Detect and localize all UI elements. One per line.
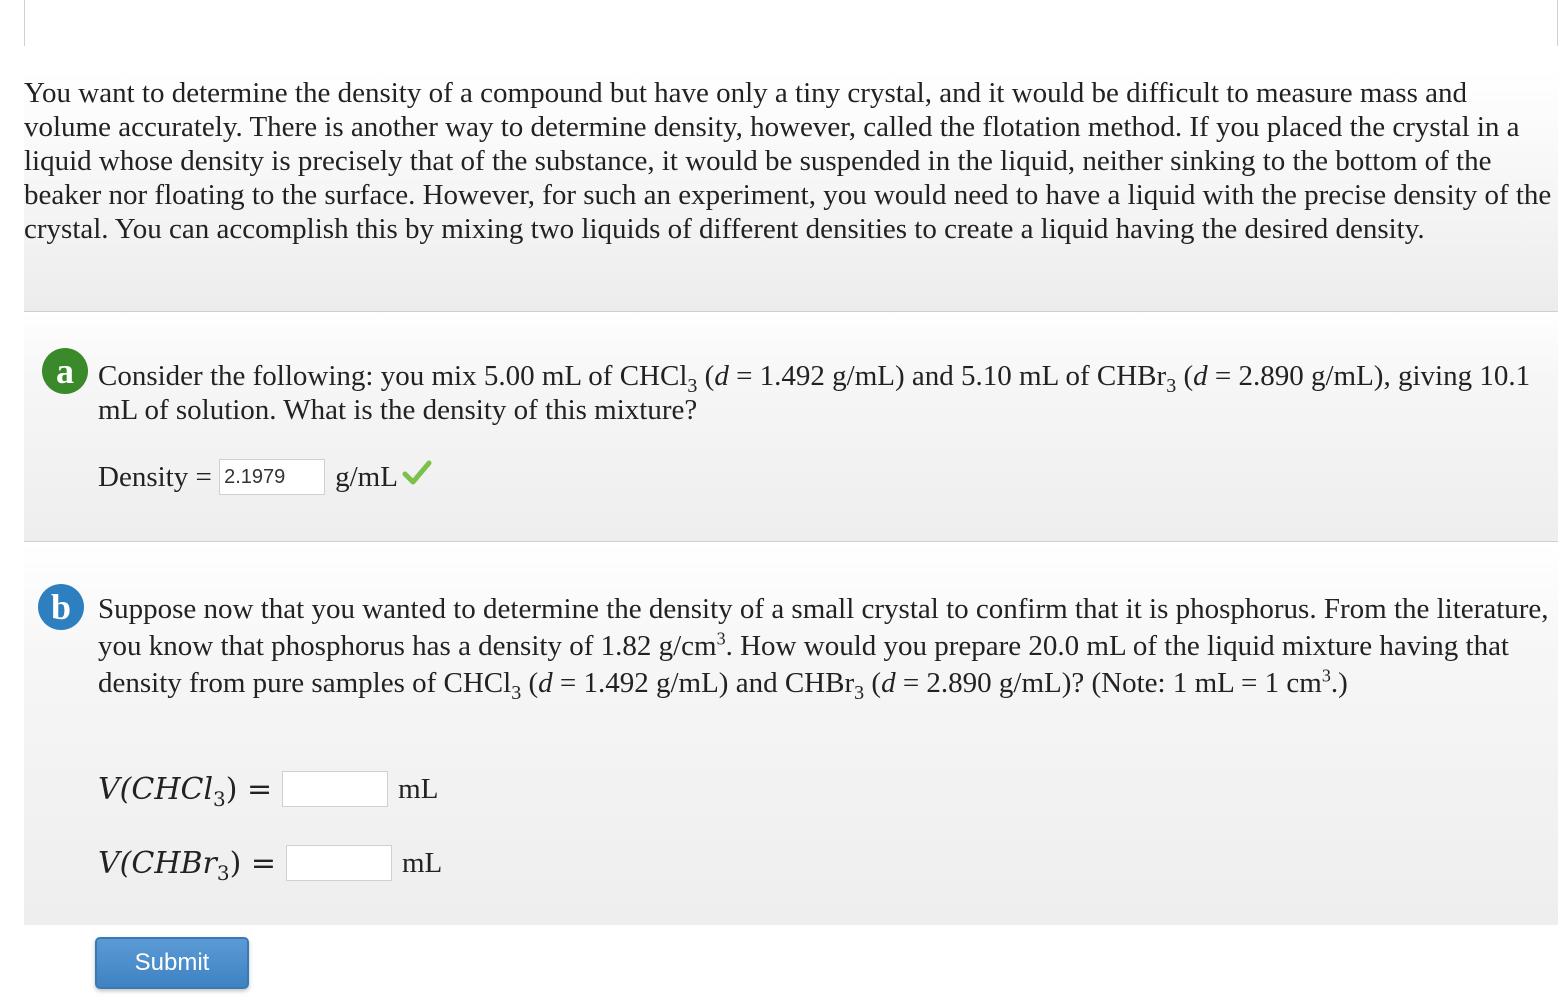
v-chcl3-prefix: V(CHCl [98,771,214,807]
q-text: = 2.890 g/mL)? (Note: 1 mL = 1 cm [895,667,1322,699]
density-answer-row [98,458,432,496]
check-icon [402,459,432,495]
subscript: 3 [1166,374,1177,397]
q-text: ( [1176,360,1194,392]
q-text: Suppose now that you wanted to determine the density of a small crystal to confirm that it is phosphorus. From the literature, you know that phosphorus has a density of 1.82 g/cm [98,593,1549,662]
subscript: 3 [687,374,698,397]
v-chbr3-label [98,845,276,885]
v-chbr3-prefix: V(CHBr [98,845,217,881]
formula: CHCl [619,360,688,392]
q-text: = 1.492 g/mL) and 5.10 mL of [728,360,1097,392]
part-a-badge: a [42,348,88,394]
d-symbol: d [714,360,729,392]
intro-panel [24,70,1558,312]
q-text: ( [864,667,882,699]
q-text: Consider the following: you mix 5.00 mL of [98,360,620,392]
q-text: . How would you prepare 20.0 mL of the liquid mixture having that density from pure samples of [98,630,1509,699]
d-symbol: d [1193,360,1208,392]
part-b-badge: b [38,584,84,630]
q-text: ( [697,360,715,392]
part-a [24,312,1558,542]
q-text: = 2.890 g/mL), giving 10.1 mL of solution. What is the density of this mixture? [98,360,1531,426]
density-input[interactable]: 2.1979 [219,459,325,495]
previous-panel [24,0,1558,46]
superscript: 3 [1321,665,1331,686]
part-a-question [98,359,1558,427]
v-chcl3-unit: mL [398,772,439,805]
d-symbol: d [881,667,896,699]
v-chbr3-unit: mL [402,846,443,879]
subscript: 3 [854,681,865,704]
part-b [24,543,1558,925]
submit-button[interactable]: Submit [95,937,249,989]
v-chcl3-row [98,770,439,811]
superscript: 3 [716,628,726,649]
formula: CHBr [784,667,855,699]
v-chcl3-label [98,771,273,811]
q-text: = 1.492 g/mL) and [552,667,785,699]
subscript: 3 [511,681,522,704]
v-chbr3-input[interactable] [286,845,392,881]
density-label: Density [98,460,189,493]
formula: CHBr [1096,360,1167,392]
v-chbr3-row [98,844,443,885]
close-eq: ) = [229,845,276,881]
subscript: 3 [213,786,226,811]
part-b-question [98,591,1558,702]
q-text: .) [1330,667,1348,699]
density-unit: g/mL [335,460,398,493]
close-eq: ) = [225,771,273,807]
equals-sign: = [188,460,220,493]
subscript: 3 [216,860,230,885]
v-chcl3-input[interactable] [282,771,388,807]
formula: CHCl [443,667,512,699]
intro-text: You want to determine the density of a compound but have only a tiny crystal, and it would be difficult to measure mass and volume accurately. There is another way to determine density, however, called the flotation method. If you placed the crystal in a liquid whose density is precisely that of the substance, it would be suspended in the liquid, neither sinking to the bottom of the beaker nor floating to the surface. However, for such an experiment, you would need to have a liquid with the precise density of the crystal. You can accomplish this by mixing two liquids of different densities to create a liquid having the desired density. [24,77,1552,245]
d-symbol: d [538,667,553,699]
q-text: ( [521,667,539,699]
